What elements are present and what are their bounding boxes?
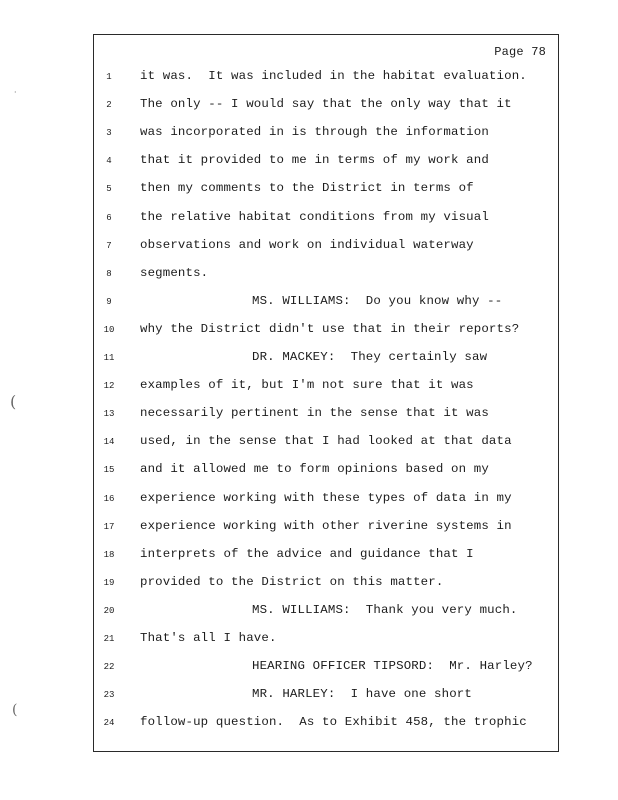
page-number: Page 78 xyxy=(494,45,546,59)
transcript-line xyxy=(94,290,560,318)
transcript-line xyxy=(94,402,560,430)
line-text: why the District didn't use that in their reports? xyxy=(140,321,520,336)
transcript-line xyxy=(94,599,560,627)
transcript-line xyxy=(94,93,560,121)
line-text: necessarily pertinent in the sense that it was xyxy=(140,406,489,421)
transcript-line xyxy=(94,346,560,374)
transcript-line xyxy=(94,262,560,290)
transcript-line xyxy=(94,543,560,571)
line-number: 21 xyxy=(103,634,115,644)
line-number: 17 xyxy=(103,521,115,532)
line-number: 14 xyxy=(103,437,115,448)
line-text: MS. WILLIAMS: Do you know why -- xyxy=(252,293,503,308)
line-number: 12 xyxy=(103,381,115,392)
transcript-line xyxy=(94,177,560,205)
line-number: 7 xyxy=(106,240,112,251)
line-number: 10 xyxy=(103,324,115,335)
line-number: 18 xyxy=(103,549,115,560)
line-number: 3 xyxy=(106,128,112,139)
transcript-line xyxy=(94,627,560,655)
line-text: the relative habitat conditions from my visual xyxy=(140,209,489,224)
transcript-line xyxy=(94,487,560,515)
margin-bracket-mark: ( xyxy=(10,392,17,411)
transcript-line xyxy=(94,515,560,543)
line-text: then my comments to the District in terms of xyxy=(140,181,474,196)
line-number: 23 xyxy=(103,690,115,701)
transcript-line xyxy=(94,655,560,683)
line-number: 2 xyxy=(106,100,112,111)
transcript-line xyxy=(94,149,560,177)
line-number: 11 xyxy=(103,353,115,363)
line-text: MS. WILLIAMS: Thank you very much. xyxy=(252,602,518,617)
transcript-line xyxy=(94,711,560,739)
transcript-line xyxy=(94,374,560,402)
line-text: used, in the sense that I had looked at that data xyxy=(140,434,512,449)
line-text: That's all I have. xyxy=(140,631,277,645)
line-number: 1 xyxy=(106,72,112,82)
transcript-page xyxy=(93,34,559,752)
line-text: experience working with these types of data in my xyxy=(140,490,512,505)
margin-bracket-mark: ( xyxy=(12,702,18,718)
transcript-line xyxy=(94,121,560,149)
line-text: follow-up question. As to Exhibit 458, the trophic xyxy=(140,715,527,730)
margin-dot: · xyxy=(14,88,17,97)
line-number: 15 xyxy=(103,465,115,476)
line-number: 5 xyxy=(106,184,112,195)
line-text: HEARING OFFICER TIPSORD: Mr. Harley? xyxy=(252,659,533,674)
line-text: provided to the District on this matter. xyxy=(140,574,444,589)
line-number: 16 xyxy=(103,493,115,504)
line-number: 24 xyxy=(103,718,115,729)
line-text: experience working with other riverine systems in xyxy=(140,518,512,533)
line-text: it was. It was included in the habitat evaluation. xyxy=(140,69,527,83)
line-number: 22 xyxy=(103,662,115,673)
line-text: The only -- I would say that the only way that it xyxy=(140,97,512,112)
line-number: 4 xyxy=(106,156,112,167)
line-text: and it allowed me to form opinions based on my xyxy=(140,462,489,477)
line-text: examples of it, but I'm not sure that it was xyxy=(140,378,474,393)
transcript-line xyxy=(94,65,560,93)
line-text: that it provided to me in terms of my work and xyxy=(140,153,489,168)
transcript-line xyxy=(94,430,560,458)
transcript-line xyxy=(94,571,560,599)
transcript-line xyxy=(94,318,560,346)
line-text: segments. xyxy=(140,265,209,280)
line-number: 19 xyxy=(103,577,115,588)
line-number: 6 xyxy=(106,212,112,223)
transcript-line xyxy=(94,458,560,486)
line-text: observations and work on individual waterway xyxy=(140,237,474,252)
line-number: 8 xyxy=(106,268,112,279)
transcript-line xyxy=(94,683,560,711)
transcript-line xyxy=(94,234,560,262)
line-text: was incorporated in is through the information xyxy=(140,125,489,140)
line-text: DR. MACKEY: They certainly saw xyxy=(252,350,488,364)
line-text: interprets of the advice and guidance that I xyxy=(140,546,474,561)
line-number: 20 xyxy=(103,605,115,616)
line-number: 9 xyxy=(106,296,112,307)
line-number: 13 xyxy=(103,409,115,420)
line-text: MR. HARLEY: I have one short xyxy=(252,687,472,702)
transcript-line xyxy=(94,206,560,234)
